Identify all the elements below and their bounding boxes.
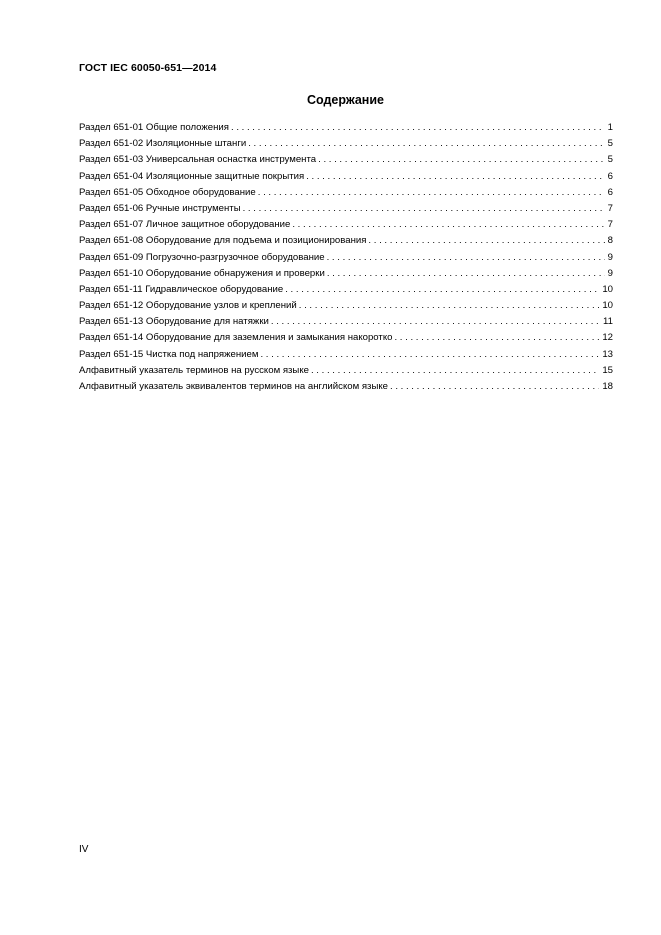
toc-entry-title: Алфавитный указатель эквивалентов терминов на английском языке <box>79 381 388 392</box>
toc-title: Содержание <box>306 93 384 107</box>
toc-entry-page: 11 <box>603 316 613 328</box>
toc-entry-title: Раздел 651-08 Оборудование для подъема и позиционирования <box>79 235 367 247</box>
table-of-contents <box>79 120 613 395</box>
toc-entry[interactable] <box>79 217 613 233</box>
toc-entry-title: Раздел 651-10 Оборудование обнаружения и проверки <box>79 267 325 279</box>
toc-entry-page: 1 <box>607 122 613 133</box>
toc-entry[interactable] <box>79 152 613 168</box>
toc-dot-leader <box>285 282 599 298</box>
toc-entry[interactable] <box>79 233 613 249</box>
toc-entry[interactable] <box>79 363 613 379</box>
toc-dot-leader <box>292 217 604 233</box>
toc-entry-page: 8 <box>607 235 613 247</box>
toc-entry-page: 5 <box>607 154 613 166</box>
toc-dot-leader <box>248 136 604 152</box>
toc-dot-leader <box>327 250 605 266</box>
toc-entry[interactable] <box>79 298 613 314</box>
toc-entry-page: 6 <box>607 170 613 182</box>
toc-entry-page: 5 <box>607 138 613 150</box>
toc-entry[interactable] <box>79 347 613 363</box>
toc-entry-title: Раздел 651-04 Изоляционные защитные покрытия <box>79 170 305 182</box>
toc-entry-title: Раздел 651-14 Оборудование для заземления и замыкания накоротко <box>79 332 393 344</box>
toc-dot-leader <box>318 152 605 168</box>
toc-entry-title: Раздел 651-07 Личное защитное оборудование <box>79 219 291 231</box>
toc-entry[interactable] <box>79 330 613 346</box>
toc-entry-page: 9 <box>607 251 613 263</box>
toc-dot-leader <box>271 314 600 330</box>
toc-entry[interactable] <box>79 120 613 136</box>
toc-entry-title: Алфавитный указатель терминов на русском языке <box>79 364 309 376</box>
toc-entry-title: Раздел 651-06 Ручные инструменты <box>79 202 241 214</box>
toc-entry-title: Раздел 651-03 Универсальная оснастка инструмента <box>79 154 317 166</box>
toc-dot-leader <box>394 330 599 346</box>
toc-entry-page: 6 <box>607 186 613 198</box>
toc-entry-page: 13 <box>602 348 613 360</box>
toc-entry-page: 10 <box>602 283 613 295</box>
toc-entry[interactable] <box>79 185 613 201</box>
toc-entry[interactable] <box>79 201 613 217</box>
toc-dot-leader <box>258 185 605 201</box>
document-header: ГОСТ IEC 60050-651—2014 <box>79 62 217 74</box>
toc-entry-title: Раздел 651-12 Оборудование узлов и креплений <box>79 300 297 312</box>
toc-entry-page: 9 <box>607 267 613 279</box>
toc-entry-page: 7 <box>607 219 613 231</box>
toc-entry[interactable] <box>79 136 613 152</box>
toc-dot-leader <box>306 169 604 185</box>
toc-entry[interactable] <box>79 314 613 330</box>
toc-entry[interactable] <box>79 169 613 185</box>
toc-entry-title: Раздел 651-13 Оборудование для натяжки <box>79 316 269 328</box>
toc-dot-leader <box>260 347 599 363</box>
toc-dot-leader <box>243 201 605 217</box>
page-number: IV <box>79 844 89 855</box>
toc-entry[interactable] <box>79 250 613 266</box>
toc-dot-leader <box>327 266 605 282</box>
toc-entry-title: Раздел 651-11 Гидравлическое оборудование <box>79 283 284 295</box>
toc-dot-leader <box>311 363 599 379</box>
toc-entry-page: 15 <box>602 364 613 376</box>
toc-entry-page: 10 <box>602 300 613 312</box>
toc-entry-title: Раздел 651-05 Обходное оборудование <box>79 186 256 198</box>
toc-dot-leader <box>368 233 604 249</box>
toc-entry[interactable] <box>79 282 613 298</box>
toc-entry-title: Раздел 651-09 Погрузочно-разгрузочное оборудование <box>79 251 325 263</box>
toc-dot-leader <box>231 120 605 136</box>
toc-entry-title: Раздел 651-01 Общие положения <box>79 122 229 133</box>
toc-entry-title: Раздел 651-15 Чистка под напряжением <box>79 348 259 360</box>
toc-entry[interactable] <box>79 266 613 282</box>
toc-entry[interactable] <box>79 379 613 395</box>
toc-dot-leader <box>390 379 599 395</box>
toc-dot-leader <box>299 298 600 314</box>
toc-entry-page: 18 <box>602 381 613 392</box>
toc-entry-page: 7 <box>607 202 613 214</box>
toc-entry-title: Раздел 651-02 Изоляционные штанги <box>79 138 247 150</box>
toc-entry-page: 12 <box>602 332 613 344</box>
